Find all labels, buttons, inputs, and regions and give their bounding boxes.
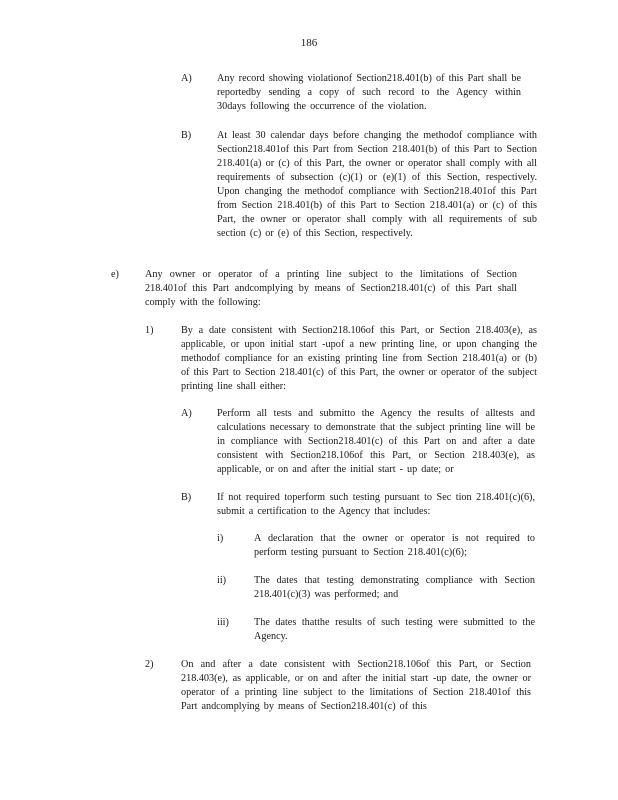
item-label: i) [217, 533, 224, 544]
subparagraph-label: A) [181, 408, 192, 419]
clause-text: Any record showing violationof Section218.401(b) of this Part shall be reportedby sending a copy of such record to the Agency within 30days following the occurrence of the violation. [217, 73, 521, 112]
item-text: The dates that testing demonstrating compliance with Section 218.401(c)(3) was performed; and [254, 575, 535, 600]
clause-label: B) [181, 130, 192, 141]
clause-text: At least 30 calendar days before changing the methodof compliance with Section218.401of this Part from Section 218.401(b) of this Part to Section 218.401(a) or (c) of this Part, the owner or operator shall comply with all requirements of subsection (c)(1) or (e)(1) of this Section, respectively. Upon changing the methodof compliance with Section218.401of this Part from Section 218.401(b) of this Part to Section 218.401(a) or (c) of this Part, the owner or operator shall comply with all requirements of sub section (c) or (e) of this Section, respectively. [217, 130, 537, 239]
paragraph-text: On and after a date consistent with Section218.106of this Part, or Section 218.403(e), as applicable, or on and after the initial start -up date, the owner or operator of a printing line subject to the limitations of Section 218.401of this Part andcomplying by means of Section218.401(c) of this [181, 659, 531, 712]
subsection-label: e) [111, 269, 119, 280]
item-text: The dates thatthe results of such testing were submitted to the Agency. [254, 617, 535, 642]
subparagraph-text: If not required toperform such testing pursuant to Sec tion 218.401(c)(6), submit a certification to the Agency that includes: [217, 492, 535, 517]
page-number: 186 [300, 37, 318, 49]
subparagraph-label: B) [181, 492, 192, 503]
subsection-text: Any owner or operator of a printing line subject to the limitations of Section 218.401of this Part andcomplying by means of Section218.401(c) of this Part shall comply with the following: [145, 269, 517, 308]
item-text: A declaration that the owner or operator is not required to perform testing pursuant to Section 218.401(c)(6); [254, 533, 535, 558]
item-label: ii) [217, 575, 227, 586]
paragraph-text: By a date consistent with Section218.106of this Part, or Section 218.403(e), as applicable, or upon initial start -upof a new printing line, or upon changing the methodof compliance for an existing printing line from Section 218.401(a) or (b) of this Part to Section 218.401(c) of this Part, the owner or operator of the subject printing line shall either: [181, 325, 537, 392]
paragraph-label: 2) [145, 659, 154, 670]
item-label: iii) [217, 617, 229, 628]
subparagraph-text: Perform all tests and submitto the Agency the results of alltests and calculations necessary to demonstrate that the subject printing line will be in compliance with Section218.401(c) of this Part on and after a date consistent with Section218.106of this Part, or Section 218.403(e), as applicable, or on and after the initial start - up date; or [217, 408, 535, 475]
paragraph-label: 1) [145, 325, 154, 336]
clause-label: A) [181, 73, 192, 84]
